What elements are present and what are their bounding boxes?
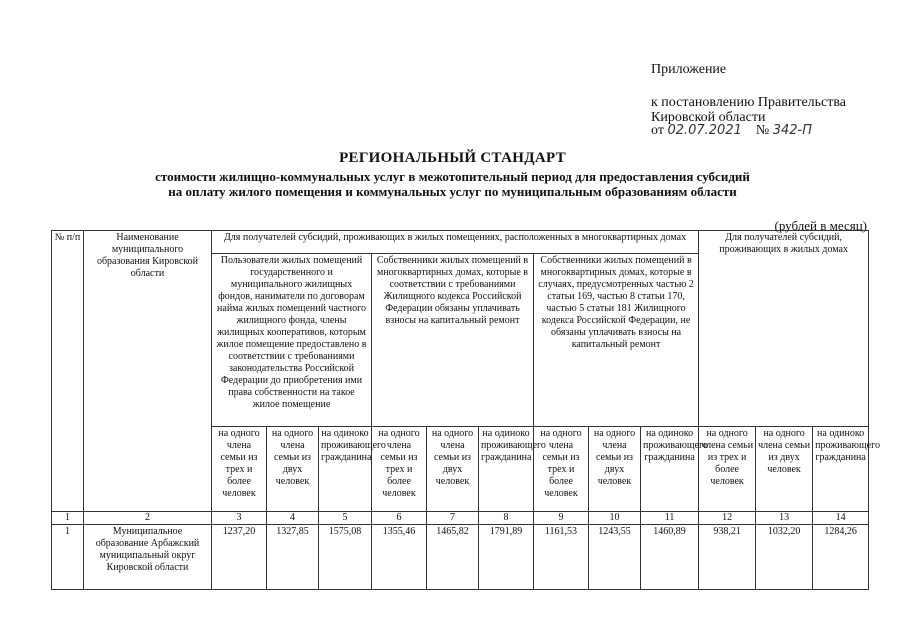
header-category-owners-exempt: Собственники жилых помещений в многоквартирных домах, которые в случаях, предусмотренных частью 2 статьи 169, частью 8 статьи 170, частью 5 статьи 181 Жилищного кодекса Российской Федерации, не обязаны уплачивать взносы на капитальный ремонт [534,254,699,427]
subheader-single: на одиноко проживающего гражданина [641,427,699,512]
value-cell: 1460,89 [641,525,699,590]
subheader-single: на одиноко проживающего гражданина [319,427,372,512]
value-cell: 1327,85 [267,525,319,590]
number-prefix: № [755,123,770,138]
header-category-owners-pay: Собственники жилых помещений в многоквартирных домах, которые в соответствии с требованиями Жилищного кодекса Российской Федерации обязаны уплачивать взносы на капитальный ремонт [372,254,534,427]
value-cell: 1032,20 [756,525,813,590]
document-subtitle-line2: на оплату жилого помещения и коммунальных услуг по муниципальным образованиям области [168,184,737,199]
document-title: РЕГИОНАЛЬНЫЙ СТАНДАРТ [339,150,566,166]
handwritten-number: 342-П [772,123,813,138]
value-cell: 938,21 [699,525,756,590]
column-number: 1 [52,512,84,525]
table-row [52,525,869,590]
standard-table [51,230,880,590]
appendix-region-line: Кировской области [651,110,766,125]
column-number: 7 [427,512,479,525]
column-number: 11 [641,512,699,525]
value-cell: 1284,26 [813,525,869,590]
header-category-users: Пользователи жилых помещений государственного и муниципального жилищных фондов, наниматели по договорам найма жилых помещений частного жилищного фонда, члены жилищных кооперативов, которым жилое помещение предоставлено в соответствии с требованиями законодательства Российской Федерации до приобретения ими права собственности на такое жилое помещение [212,254,372,427]
value-cell: 1791,89 [479,525,534,590]
value-cell: 1575,08 [319,525,372,590]
subheader-family-three: на одного члена семьи из трех и более человек [699,427,756,512]
subheader-family-two: на одного члена семьи из двух человек [427,427,479,512]
subheader-family-two: на одного члена семьи из двух человек [267,427,319,512]
subheader-single: на одиноко проживающего гражданина [479,427,534,512]
value-cell: 1243,55 [589,525,641,590]
header-group-apartments: Для получателей субсидий, проживающих в жилых помещениях, расположенных в многоквартирных домах [212,231,699,254]
header-col-num: № п/п [52,231,84,512]
subheader-family-two: на одного члена семьи из двух человек [756,427,813,512]
column-number: 6 [372,512,427,525]
subheader-family-three: на одного члена семьи из трех и более человек [534,427,589,512]
header-group-houses: Для получателей субсидий, проживающих в жилых домах [699,231,869,427]
column-number: 9 [534,512,589,525]
column-number: 10 [589,512,641,525]
subheader-family-three: на одного члена семьи из трех и более человек [372,427,427,512]
subheader-family-three: на одного члена семьи из трех и более человек [212,427,267,512]
value-cell: 1465,82 [427,525,479,590]
appendix-decree-line: к постановлению Правительства [651,95,847,110]
column-number: 12 [699,512,756,525]
handwritten-date: 02.07.2021 [667,123,742,138]
column-number-row [52,512,869,525]
row-number: 1 [52,525,84,590]
document-subtitle-line1: стоимости жилищно-коммунальных услуг в межотопительный период для предоставления субсидий [155,169,750,184]
column-number: 5 [319,512,372,525]
value-cell: 1161,53 [534,525,589,590]
units-label: (рублей в месяц) [774,218,867,233]
column-number: 2 [84,512,212,525]
column-number: 13 [756,512,813,525]
column-number: 14 [813,512,869,525]
column-number: 8 [479,512,534,525]
header-col-name: Наименование муниципального образования Кировской области [84,231,212,512]
column-number: 4 [267,512,319,525]
appendix-date-number [651,123,812,139]
value-cell: 1237,20 [212,525,267,590]
appendix-label: Приложение [651,62,727,77]
subheader-family-two: на одного члена семьи из двух человек [589,427,641,512]
column-number: 3 [212,512,267,525]
municipality-name: Муниципальное образование Арбажский муниципальный округ Кировской области [84,525,212,590]
subheader-single: на одиноко проживающего гражданина [813,427,869,512]
date-prefix: от [651,123,664,138]
value-cell: 1355,46 [372,525,427,590]
